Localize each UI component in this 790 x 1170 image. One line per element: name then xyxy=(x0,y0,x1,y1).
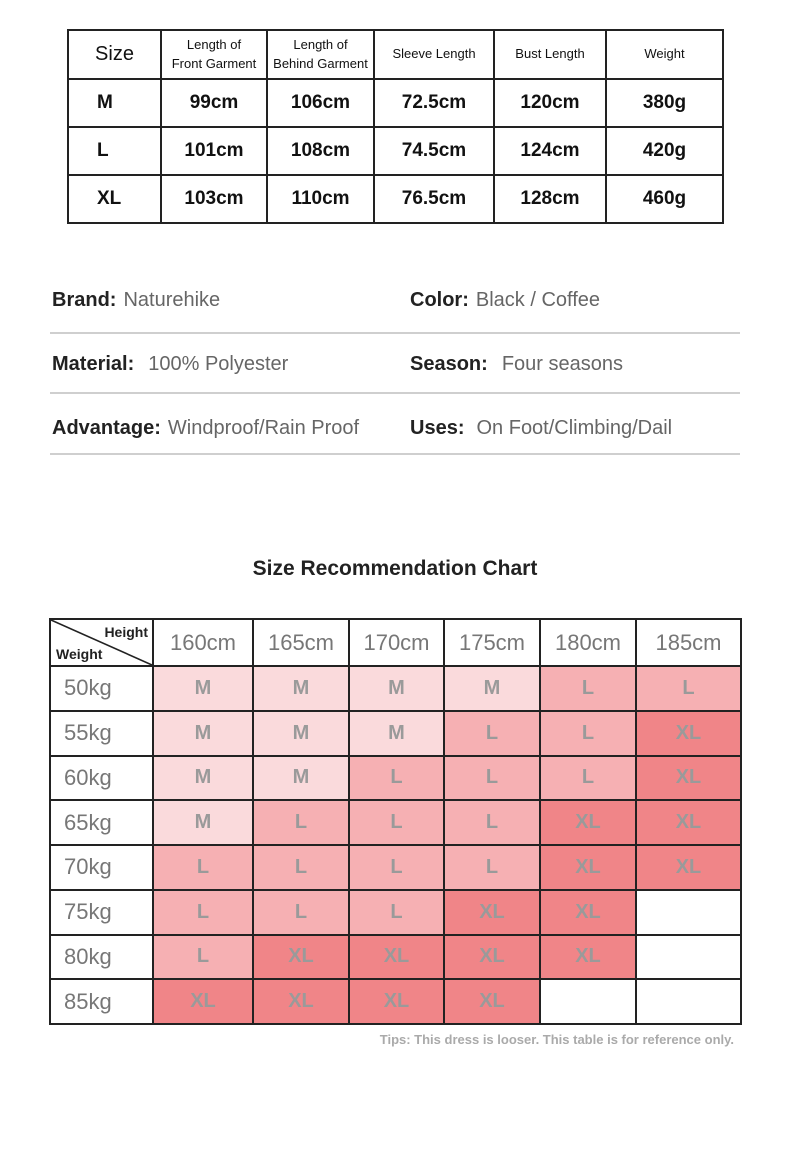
recommended-size-cell: L xyxy=(444,845,540,890)
recommendation-title: Size Recommendation Chart xyxy=(252,557,538,580)
recommended-size-cell: L xyxy=(444,711,540,756)
header-weight: Weight xyxy=(606,30,723,79)
spec-color-value: Black / Coffee xyxy=(475,289,601,311)
recommended-size-cell: XL xyxy=(636,756,741,801)
recommended-size-cell: L xyxy=(540,711,636,756)
height-header: 165cm xyxy=(253,619,349,666)
corner-height-label: Height xyxy=(104,624,148,640)
spec-advantage-value: Windproof/Rain Proof xyxy=(167,417,360,439)
height-header: 170cm xyxy=(349,619,444,666)
recommended-size-cell: XL xyxy=(349,935,444,980)
recommended-size-cell: XL xyxy=(253,935,349,980)
recommended-size-cell: XL xyxy=(444,935,540,980)
table-row xyxy=(68,127,723,175)
size-label: M xyxy=(68,79,161,127)
recommended-size-cell: L xyxy=(540,666,636,711)
size-table xyxy=(67,29,724,224)
recommended-size-cell: L xyxy=(349,756,444,801)
recommended-size-cell: M xyxy=(153,711,253,756)
weight-value: 380g xyxy=(606,79,723,127)
recommended-size-cell: M xyxy=(253,711,349,756)
recommended-size-cell xyxy=(636,979,741,1024)
spec-uses-value: On Foot/Climbing/Dail xyxy=(476,417,673,439)
weight-value: 460g xyxy=(606,175,723,223)
recommended-size-cell: XL xyxy=(636,711,741,756)
recommended-size-cell: M xyxy=(444,666,540,711)
height-header: 185cm xyxy=(636,619,741,666)
header-bust-length: Bust Length xyxy=(494,30,606,79)
table-row xyxy=(50,845,741,890)
spec-brand-label: Brand: xyxy=(52,289,117,311)
height-header: 175cm xyxy=(444,619,540,666)
header-front-length-line2: Front Garment xyxy=(171,55,257,71)
spec-advantage-label: Advantage: xyxy=(52,417,161,439)
header-behind-length xyxy=(267,30,374,79)
header-sleeve-length: Sleeve Length xyxy=(374,30,494,79)
recommended-size-cell: XL xyxy=(444,979,540,1024)
recommended-size-cell: L xyxy=(540,756,636,801)
spec-brand xyxy=(52,289,220,312)
weight-header: 55kg xyxy=(50,711,153,756)
recommended-size-cell: L xyxy=(636,666,741,711)
header-behind-length-line2: Behind Garment xyxy=(273,55,368,71)
recommended-size-cell: XL xyxy=(253,979,349,1024)
recommendation-header-row xyxy=(50,619,741,666)
recommended-size-cell: M xyxy=(153,800,253,845)
weight-header: 50kg xyxy=(50,666,153,711)
sleeve-length-value: 72.5cm xyxy=(374,79,494,127)
behind-length-value: 110cm xyxy=(267,175,374,223)
recommended-size-cell: L xyxy=(349,845,444,890)
spec-row-material-season xyxy=(52,353,740,373)
recommended-size-cell: XL xyxy=(540,800,636,845)
spec-material xyxy=(52,353,288,376)
recommended-size-cell: XL xyxy=(636,845,741,890)
weight-value: 420g xyxy=(606,127,723,175)
spec-color xyxy=(410,289,600,312)
recommended-size-cell: L xyxy=(444,800,540,845)
size-recommendation-table xyxy=(49,618,742,1025)
height-header: 180cm xyxy=(540,619,636,666)
height-header: 160cm xyxy=(153,619,253,666)
recommended-size-cell xyxy=(636,890,741,935)
corner-weight-label: Weight xyxy=(56,646,103,662)
recommended-size-cell xyxy=(636,935,741,980)
table-row xyxy=(50,979,741,1024)
recommended-size-cell: M xyxy=(349,666,444,711)
recommended-size-cell: XL xyxy=(444,890,540,935)
recommended-size-cell: XL xyxy=(540,845,636,890)
table-row xyxy=(50,756,741,801)
recommended-size-cell: L xyxy=(349,890,444,935)
header-behind-length-line1: Length of xyxy=(293,36,348,52)
front-length-value: 101cm xyxy=(161,127,267,175)
weight-header: 70kg xyxy=(50,845,153,890)
recommended-size-cell: M xyxy=(349,711,444,756)
recommended-size-cell: L xyxy=(253,800,349,845)
spec-season xyxy=(410,353,623,376)
bust-length-value: 124cm xyxy=(494,127,606,175)
recommended-size-cell: XL xyxy=(349,979,444,1024)
recommended-size-cell: L xyxy=(349,800,444,845)
weight-header: 80kg xyxy=(50,935,153,980)
corner-cell xyxy=(50,619,153,666)
recommended-size-cell: L xyxy=(153,935,253,980)
size-label: L xyxy=(68,127,161,175)
spec-brand-value: Naturehike xyxy=(123,289,221,311)
table-row xyxy=(50,890,741,935)
spec-advantage xyxy=(52,417,359,440)
recommended-size-cell: XL xyxy=(153,979,253,1024)
sleeve-length-value: 76.5cm xyxy=(374,175,494,223)
spec-row-brand-color xyxy=(52,289,740,309)
divider xyxy=(50,332,740,334)
spec-uses-label: Uses: xyxy=(410,417,465,439)
table-row xyxy=(68,79,723,127)
tips-note: Tips: This dress is looser. This table is for reference only. xyxy=(379,1032,734,1047)
size-table-header-row xyxy=(68,30,723,79)
spec-material-label: Material: xyxy=(52,353,135,375)
recommended-size-cell: L xyxy=(444,756,540,801)
size-table-corner: Size xyxy=(68,30,161,79)
recommended-size-cell: L xyxy=(253,845,349,890)
bust-length-value: 128cm xyxy=(494,175,606,223)
spec-uses xyxy=(410,417,672,440)
spec-season-label: Season: xyxy=(410,353,488,375)
table-row xyxy=(50,935,741,980)
spec-season-value: Four seasons xyxy=(501,353,623,375)
recommended-size-cell: XL xyxy=(540,890,636,935)
front-length-value: 99cm xyxy=(161,79,267,127)
table-row xyxy=(50,666,741,711)
divider xyxy=(50,453,740,455)
sleeve-length-value: 74.5cm xyxy=(374,127,494,175)
weight-header: 75kg xyxy=(50,890,153,935)
recommended-size-cell: M xyxy=(153,666,253,711)
recommended-size-cell: XL xyxy=(636,800,741,845)
size-label: XL xyxy=(68,175,161,223)
recommended-size-cell: L xyxy=(153,845,253,890)
spec-row-advantage-uses xyxy=(52,417,740,437)
recommended-size-cell: M xyxy=(153,756,253,801)
table-row xyxy=(68,175,723,223)
spec-color-label: Color: xyxy=(410,289,469,311)
behind-length-value: 108cm xyxy=(267,127,374,175)
weight-header: 85kg xyxy=(50,979,153,1024)
behind-length-value: 106cm xyxy=(267,79,374,127)
recommended-size-cell: M xyxy=(253,666,349,711)
bust-length-value: 120cm xyxy=(494,79,606,127)
table-row xyxy=(50,800,741,845)
spec-material-value: 100% Polyester xyxy=(148,353,289,375)
divider xyxy=(50,392,740,394)
header-front-length-line1: Length of xyxy=(186,36,242,52)
weight-header: 65kg xyxy=(50,800,153,845)
recommended-size-cell: L xyxy=(153,890,253,935)
header-front-length xyxy=(161,30,267,79)
weight-header: 60kg xyxy=(50,756,153,801)
front-length-value: 103cm xyxy=(161,175,267,223)
table-row xyxy=(50,711,741,756)
recommended-size-cell: XL xyxy=(540,935,636,980)
recommended-size-cell: M xyxy=(253,756,349,801)
recommended-size-cell xyxy=(540,979,636,1024)
recommended-size-cell: L xyxy=(253,890,349,935)
